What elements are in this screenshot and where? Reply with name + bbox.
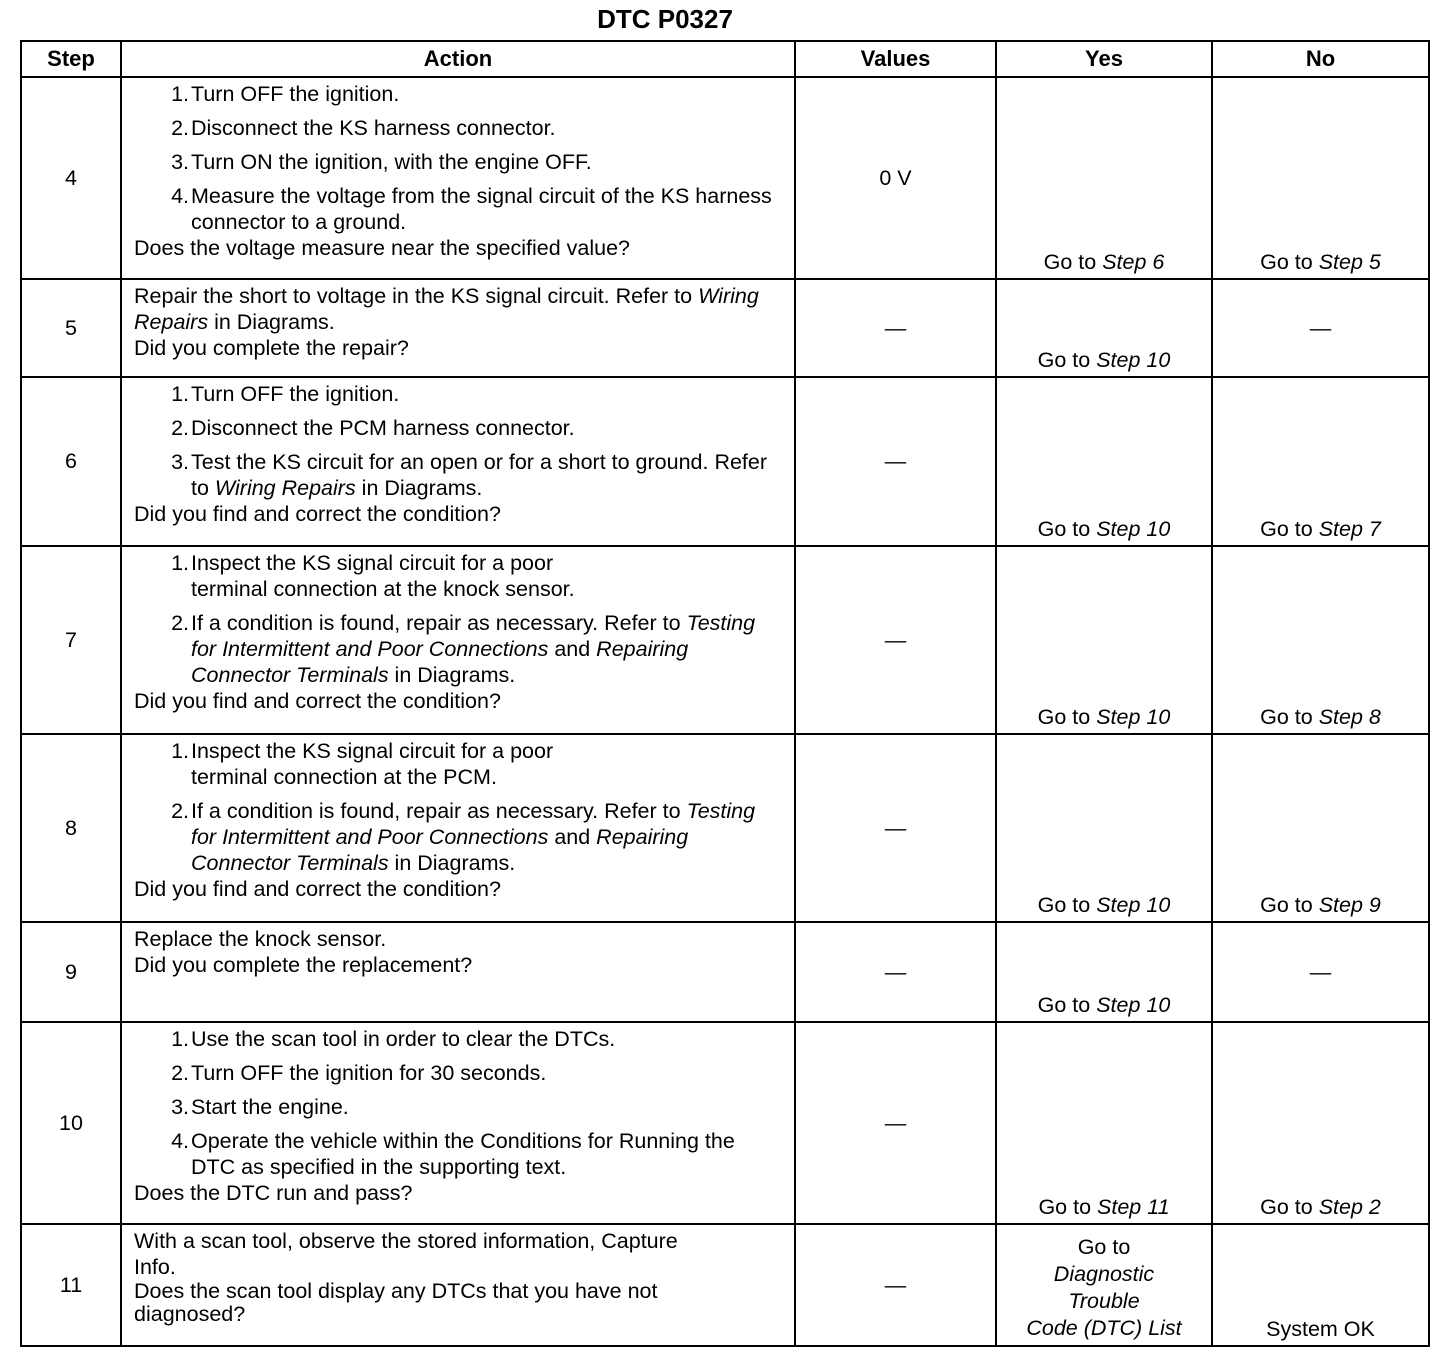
table-row [21,1022,1429,1224]
action-list [134,550,784,688]
step-number: 4 [21,77,121,279]
list-item: 1. Use the scan tool in order to clear the DTCs. [171,1027,616,1051]
step-number: 9 [21,922,121,1022]
action-paragraph: Repair the short to voltage in the KS signal circuit. Refer to Wiring Repairs in Diagrams. [134,284,759,334]
action-cell [121,1022,795,1224]
action-paragraph: With a scan tool, observe the stored information, Capture Info. [134,1229,678,1279]
header-no: No [1212,41,1429,77]
yes-cell: Go to Step 10 [996,922,1212,1022]
list-item: 1. Turn OFF the ignition. [171,82,400,106]
step-number: 5 [21,279,121,377]
yes-cell: Go to Step 10 [996,377,1212,546]
action-list [134,381,784,501]
list-item: 3. Start the engine. [171,1095,349,1119]
question: Did you find and correct the condition? [134,877,501,901]
yes-cell: Go to Step 10 [996,279,1212,377]
list-item: 1. Inspect the KS signal circuit for a poor terminal connection at the PCM. [171,739,554,789]
no-cell: Go to Step 5 [1212,77,1429,279]
action-paragraph: Replace the knock sensor. [134,927,387,951]
value-cell: — [795,1022,996,1224]
no-cell: Go to Step 9 [1212,734,1429,922]
list-item: 3. Turn ON the ignition, with the engine OFF. [171,150,592,174]
question: Does the scan tool display any DTCs that you have not diagnosed? [134,1279,658,1326]
no-cell: Go to Step 8 [1212,546,1429,734]
table-row [21,279,1429,377]
list-item: 2. If a condition is found, repair as necessary. Refer to Testing for Intermittent and Poor Connections and Repairing Connector Terminals in Diagrams. [171,611,756,687]
yes-cell: Go to Diagnostic Trouble Code (DTC) List [996,1224,1212,1346]
value-cell: 0 V [795,77,996,279]
yes-cell: Go to Step 11 [996,1022,1212,1224]
action-cell [121,279,795,377]
list-item: 2. If a condition is found, repair as necessary. Refer to Testing for Intermittent and Poor Connections and Repairing Connector Terminals in Diagrams. [171,799,756,875]
header-yes: Yes [996,41,1212,77]
list-item: 2. Disconnect the KS harness connector. [171,116,556,140]
action-cell [121,546,795,734]
table-row [21,922,1429,1022]
question: Does the DTC run and pass? [134,1181,413,1205]
no-cell: — [1212,922,1429,1022]
list-item: 2. Disconnect the PCM harness connector. [171,416,575,440]
list-item: 4. Operate the vehicle within the Conditions for Running the DTC as specified in the supporting text. [171,1129,735,1179]
diagnostic-table [20,40,1430,1347]
question: Did you complete the repair? [134,336,409,360]
list-item: 2. Turn OFF the ignition for 30 seconds. [171,1061,547,1085]
table-row [21,1224,1429,1346]
yes-cell: Go to Step 10 [996,734,1212,922]
question: Did you find and correct the condition? [134,689,501,713]
value-cell: — [795,734,996,922]
value-cell: — [795,377,996,546]
step-number: 10 [21,1022,121,1224]
action-list [134,738,784,876]
header-values: Values [795,41,996,77]
value-cell: — [795,546,996,734]
table-row [21,734,1429,922]
no-cell: Go to Step 2 [1212,1022,1429,1224]
step-number: 6 [21,377,121,546]
table-row [21,77,1429,279]
header-step: Step [21,41,121,77]
question: Did you find and correct the condition? [134,502,501,526]
list-item: 1. Turn OFF the ignition. [171,382,400,406]
no-cell: System OK [1212,1224,1429,1346]
action-list [134,81,784,235]
question: Did you complete the replacement? [134,953,473,977]
list-item: 3. Test the KS circuit for an open or for a short to ground. Refer to Wiring Repairs in Diagrams. [171,450,768,500]
question: Does the voltage measure near the specified value? [134,236,631,260]
list-item: 4. Measure the voltage from the signal circuit of the KS harness connector to a ground. [171,184,772,234]
action-cell [121,1224,795,1346]
value-cell: — [795,922,996,1022]
step-number: 8 [21,734,121,922]
page-title: DTC P0327 [597,4,733,34]
list-item: 1. Inspect the KS signal circuit for a poor terminal connection at the knock sensor. [171,551,575,601]
step-number: 7 [21,546,121,734]
yes-cell: Go to Step 6 [996,77,1212,279]
action-cell [121,734,795,922]
no-cell: — [1212,279,1429,377]
action-list [134,1026,784,1180]
table-row [21,546,1429,734]
table-row [21,377,1429,546]
value-cell: — [795,279,996,377]
yes-cell: Go to Step 10 [996,546,1212,734]
header-action: Action [121,41,795,77]
no-cell: Go to Step 7 [1212,377,1429,546]
action-cell [121,77,795,279]
header-row [21,41,1429,77]
action-cell [121,377,795,546]
action-cell [121,922,795,1022]
value-cell: — [795,1224,996,1346]
step-number: 11 [21,1224,121,1346]
